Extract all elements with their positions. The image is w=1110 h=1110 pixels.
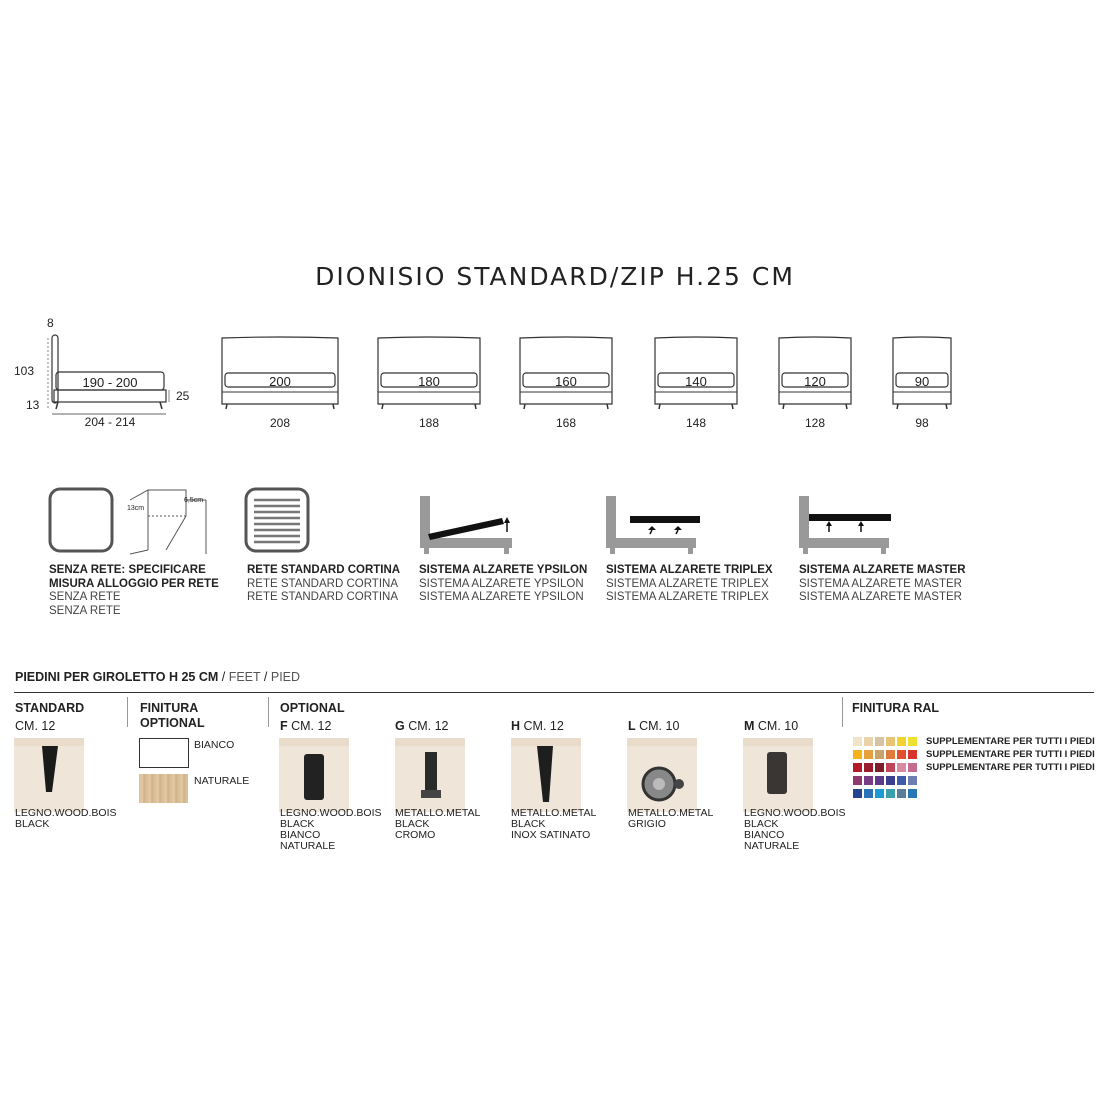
finitura-label-line: FINITURA — [140, 701, 199, 715]
ral-note-line: SUPPLEMENTARE PER TUTTI I PIEDI — [926, 762, 1095, 773]
foot-desc-line: METALLO.METAL — [511, 807, 597, 819]
ral-swatch — [864, 776, 873, 785]
system-sub: SISTEMA ALZARETE YPSILON — [419, 577, 584, 590]
ypsilon-icon — [418, 494, 516, 558]
foot-g-desc — [395, 808, 480, 841]
ral-swatch — [853, 776, 862, 785]
bed-90 — [891, 336, 953, 432]
ral-swatch — [886, 750, 895, 759]
system-sub: SISTEMA ALZARETE MASTER — [799, 577, 962, 590]
bed-width-label: 148 — [685, 416, 707, 430]
foot-m-image — [743, 738, 813, 812]
ral-label: FINITURA RAL — [852, 701, 940, 715]
bed-front-drawing — [777, 336, 853, 410]
bed-front-drawing — [518, 336, 614, 410]
foot-desc-line: METALLO.METAL — [628, 807, 714, 819]
foot-h-title — [511, 719, 564, 733]
height-label: 103 — [14, 364, 35, 378]
foot-m-title — [744, 719, 798, 733]
total-length-label: 204 - 214 — [84, 415, 136, 429]
foot-size: CM. 12 — [404, 719, 449, 733]
ral-note-line: SUPPLEMENTARE PER TUTTI I PIEDI — [926, 749, 1095, 760]
ral-swatch-grid — [853, 737, 925, 809]
bed-width-label: 168 — [555, 416, 577, 430]
feet-header-pied: PIED — [270, 670, 301, 684]
feet-header — [15, 670, 300, 684]
standard-desc-line: LEGNO.WOOD.BOIS — [15, 807, 117, 819]
bed-front-drawing — [220, 336, 340, 410]
feet-header-main: PIEDINI PER GIROLETTO H 25 CM — [15, 670, 219, 684]
system-master — [799, 564, 979, 605]
system-title: SISTEMA ALZARETE YPSILON — [419, 564, 588, 576]
ral-swatch — [897, 750, 906, 759]
bianco-swatch — [139, 738, 189, 768]
naturale-swatch — [139, 774, 188, 803]
system-sub: SISTEMA ALZARETE TRIPLEX — [606, 591, 769, 603]
bed-mattress-label: 200 — [269, 374, 291, 389]
system-rete-cortina — [247, 564, 407, 605]
optional-label: OPTIONAL — [280, 701, 345, 715]
system-sub: SISTEMA ALZARETE TRIPLEX — [606, 577, 769, 590]
system-title: SENZA RETE: SPECIFICARE MISURA ALLOGGIO PER RETE — [49, 564, 219, 590]
ral-swatch — [853, 789, 862, 798]
foot-l-desc — [628, 808, 713, 830]
ral-swatch — [853, 737, 862, 746]
foot-size: CM. 12 — [287, 719, 332, 733]
frame-width-dim: 6,5cm — [184, 497, 204, 504]
ral-notes — [926, 735, 1095, 774]
standard-desc-line: BLACK — [15, 818, 50, 830]
foot-desc-line: INOX SATINATO — [511, 829, 591, 841]
foot-desc-line: BIANCO — [280, 829, 321, 841]
system-title: SISTEMA ALZARETE TRIPLEX — [606, 564, 773, 576]
foot-size: CM. 10 — [754, 719, 799, 733]
foot-letter: L — [628, 719, 636, 733]
ral-swatch — [864, 737, 873, 746]
ral-swatch — [886, 789, 895, 798]
system-sub: RETE STANDARD CORTINA — [247, 591, 399, 603]
frame-section-icon — [126, 486, 208, 556]
ral-swatch — [853, 763, 862, 772]
feet-header-feet: FEET — [228, 670, 261, 684]
bed-front-drawing — [891, 336, 953, 410]
system-triplex — [606, 564, 786, 605]
naturale-label: NATURALE — [194, 775, 250, 787]
foot-letter: M — [744, 719, 755, 733]
triplex-icon — [604, 494, 700, 558]
ral-swatch — [875, 737, 884, 746]
bed-mattress-label: 90 — [914, 374, 930, 389]
frame-height-dim: 13cm — [127, 505, 145, 512]
system-sub: SISTEMA ALZARETE YPSILON — [419, 591, 584, 603]
bed-front-drawing — [653, 336, 739, 410]
leg-height-label: 13 — [26, 398, 40, 412]
foot-size: CM. 10 — [635, 719, 680, 733]
system-sub: RETE STANDARD CORTINA — [247, 577, 399, 590]
ral-swatch — [853, 750, 862, 759]
ral-swatch — [886, 763, 895, 772]
master-icon — [797, 494, 893, 558]
bed-front-drawing — [376, 336, 482, 410]
system-title: RETE STANDARD CORTINA — [247, 564, 401, 576]
foot-desc-line: GRIGIO — [628, 818, 666, 830]
foot-l-image — [627, 738, 697, 812]
ral-swatch — [864, 763, 873, 772]
foot-size: CM. 12 — [520, 719, 564, 733]
mattress-length-label: 190 - 200 — [82, 375, 138, 390]
bed-200 — [220, 336, 340, 432]
bed-mattress-label: 140 — [685, 374, 707, 389]
ral-swatch — [897, 763, 906, 772]
bed-width-label: 188 — [418, 416, 440, 430]
foot-desc-line: BIANCO — [744, 829, 785, 841]
column-divider — [268, 697, 269, 727]
foot-desc-line: NATURALE — [744, 840, 800, 852]
foot-letter: G — [395, 719, 405, 733]
foot-l-title — [628, 719, 679, 733]
foot-h-desc — [511, 808, 596, 841]
bed-120 — [777, 336, 853, 432]
ral-swatch — [886, 776, 895, 785]
rete-cortina-icon — [244, 487, 310, 553]
ral-swatch — [875, 776, 884, 785]
senza-rete-icon — [48, 487, 114, 553]
side-view — [14, 316, 204, 432]
bed-140 — [653, 336, 739, 432]
bed-mattress-label: 160 — [555, 374, 577, 389]
ral-swatch — [908, 763, 917, 772]
feet-header-rule — [14, 692, 1094, 693]
ral-swatch — [897, 789, 906, 798]
ral-swatch — [875, 750, 884, 759]
ral-swatch — [908, 737, 917, 746]
foot-desc-line: BLACK — [511, 818, 546, 830]
foot-desc-line: NATURALE — [280, 840, 336, 852]
frame-height-label: 25 — [176, 389, 190, 403]
system-title: SISTEMA ALZARETE MASTER — [799, 564, 966, 576]
bianco-label: BIANCO — [194, 739, 235, 751]
page-title: DIONISIO STANDARD/ZIP H.25 CM — [315, 262, 795, 291]
foot-desc-line: METALLO.METAL — [395, 807, 481, 819]
foot-f-image — [279, 738, 349, 812]
ral-swatch — [886, 737, 895, 746]
feet-header-sep: / — [260, 670, 271, 684]
bed-mattress-label: 180 — [418, 374, 440, 389]
standard-desc — [15, 808, 117, 830]
bed-mattress-label: 120 — [804, 374, 826, 389]
ral-swatch — [864, 750, 873, 759]
foot-desc-line: CROMO — [395, 829, 436, 841]
column-divider — [127, 697, 128, 727]
bed-width-label: 128 — [804, 416, 826, 430]
system-sub: SENZA RETE — [49, 604, 121, 617]
foot-letter: F — [280, 719, 288, 733]
bed-160 — [518, 336, 614, 432]
standard-label: STANDARD — [15, 701, 85, 715]
foot-h-image — [511, 738, 581, 812]
top-thickness-label: 8 — [47, 316, 54, 330]
finitura-label-line: OPTIONAL — [140, 716, 205, 730]
ral-swatch — [875, 763, 884, 772]
foot-desc-line: BLACK — [280, 818, 315, 830]
foot-g-title — [395, 719, 449, 733]
standard-size: CM. 12 — [15, 719, 56, 733]
foot-m-desc — [744, 808, 846, 852]
system-senza-rete — [49, 564, 229, 618]
foot-desc-line: BLACK — [395, 818, 430, 830]
foot-desc-line: BLACK — [744, 818, 779, 830]
ral-swatch — [908, 750, 917, 759]
foot-f-title — [280, 719, 331, 733]
foot-desc-line: LEGNO.WOOD.BOIS — [744, 807, 846, 819]
system-sub: SENZA RETE — [49, 591, 121, 603]
finitura-label — [140, 701, 205, 731]
ral-swatch — [864, 789, 873, 798]
ral-swatch — [875, 789, 884, 798]
bed-width-label: 208 — [269, 416, 291, 430]
foot-f-desc — [280, 808, 382, 852]
system-ypsilon — [419, 564, 599, 605]
standard-foot-image — [14, 738, 84, 812]
ral-swatch — [908, 776, 917, 785]
foot-letter: H — [511, 719, 521, 733]
ral-swatch — [908, 789, 917, 798]
bed-180 — [376, 336, 482, 432]
bed-width-label: 98 — [915, 416, 929, 430]
column-divider — [842, 697, 843, 727]
foot-g-image — [395, 738, 465, 812]
foot-desc-line: LEGNO.WOOD.BOIS — [280, 807, 382, 819]
feet-header-sep: / — [218, 670, 229, 684]
system-sub: SISTEMA ALZARETE MASTER — [799, 591, 962, 603]
ral-note-line: SUPPLEMENTARE PER TUTTI I PIEDI — [926, 736, 1095, 747]
ral-swatch — [897, 776, 906, 785]
ral-swatch — [897, 737, 906, 746]
